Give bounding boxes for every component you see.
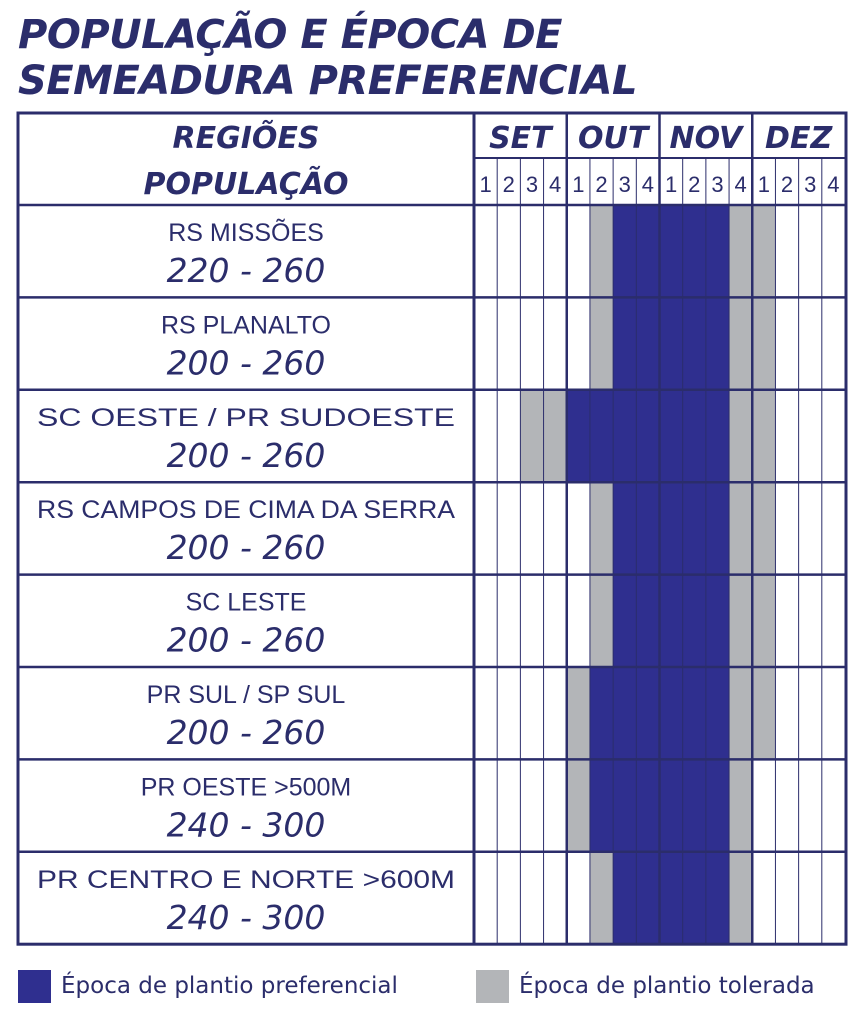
preferred-cell <box>636 482 659 574</box>
legend-swatch-preferred <box>18 970 51 1003</box>
preferred-cell <box>660 759 683 851</box>
tolerated-cell <box>567 667 590 759</box>
region-name: SC LESTE <box>185 588 307 617</box>
preferred-cell <box>660 390 683 482</box>
week-label: 3 <box>711 172 724 197</box>
population-range: 200 - 260 <box>166 343 326 383</box>
preferred-cell <box>683 852 706 944</box>
week-label: 2 <box>595 172 608 197</box>
tolerated-cell <box>590 482 613 574</box>
week-label: 3 <box>525 172 539 197</box>
week-label: 3 <box>618 172 631 197</box>
tolerated-cell <box>590 852 613 944</box>
preferred-cell <box>706 390 729 482</box>
month-label: DEZ <box>765 121 833 156</box>
tolerated-cell <box>752 575 775 667</box>
preferred-cell <box>706 205 729 297</box>
population-range: 220 - 260 <box>166 251 326 290</box>
tolerated-cell <box>752 482 775 574</box>
region-name: PR OESTE >500M <box>140 773 352 802</box>
population-range: 200 - 260 <box>166 713 326 752</box>
legend-item-tolerated <box>476 968 815 1004</box>
tolerated-cell <box>729 482 752 574</box>
population-range: 240 - 300 <box>166 897 326 937</box>
week-label: 4 <box>734 172 747 197</box>
preferred-cell <box>590 390 613 482</box>
preferred-cell <box>660 575 683 667</box>
tolerated-cell <box>752 297 775 389</box>
tolerated-cell <box>567 759 590 851</box>
preferred-cell <box>683 575 706 667</box>
week-label: 2 <box>502 172 515 197</box>
week-label: 4 <box>641 172 655 197</box>
population-range: 200 - 260 <box>166 528 326 568</box>
tolerated-cell <box>729 297 752 389</box>
month-label: OUT <box>577 121 649 156</box>
preferred-cell <box>660 852 683 944</box>
region-name: RS MISSÕES <box>168 219 324 247</box>
header-regions-label: REGIÕES <box>172 121 320 156</box>
preferred-cell <box>590 667 613 759</box>
preferred-cell <box>683 205 706 297</box>
header-population-label: POPULAÇÃO <box>143 167 349 202</box>
legend-label-preferred: Época de plantio preferencial <box>61 973 398 999</box>
preferred-cell <box>613 482 636 574</box>
chart-title-line-1: POPULAÇÃO E ÉPOCA DE <box>18 12 563 58</box>
region-name: SC OESTE / PR SUDOESTE <box>37 403 455 432</box>
legend-item-preferred <box>18 968 398 1004</box>
tolerated-cell <box>520 390 543 482</box>
preferred-cell <box>636 852 659 944</box>
preferred-cell <box>613 297 636 389</box>
population-range: 200 - 260 <box>166 620 326 660</box>
preferred-cell <box>613 390 636 482</box>
preferred-cell <box>613 575 636 667</box>
preferred-cell <box>636 390 659 482</box>
tolerated-cell <box>590 297 613 389</box>
legend-label-tolerated: Época de plantio tolerada <box>519 973 815 999</box>
week-label: 4 <box>549 172 562 197</box>
region-name: PR SUL / SP SUL <box>146 681 346 709</box>
preferred-cell <box>613 205 636 297</box>
preferred-cell <box>660 667 683 759</box>
preferred-cell <box>706 852 729 944</box>
week-label: 4 <box>827 172 840 197</box>
preferred-cell <box>660 482 683 574</box>
preferred-cell <box>613 852 636 944</box>
preferred-cell <box>706 667 729 759</box>
month-label: NOV <box>669 121 743 156</box>
preferred-cell <box>636 205 659 297</box>
week-label: 1 <box>757 172 770 197</box>
preferred-cell <box>567 390 590 482</box>
tolerated-cell <box>729 759 752 851</box>
tolerated-cell <box>729 390 752 482</box>
week-label: 1 <box>572 172 585 197</box>
tolerated-cell <box>752 205 775 297</box>
week-label: 2 <box>688 172 701 197</box>
week-label: 1 <box>479 172 492 197</box>
chart-title-line-2: SEMEADURA PREFERENCIAL <box>18 58 637 104</box>
week-label: 3 <box>804 172 817 197</box>
region-name: RS CAMPOS DE CIMA DA SERRA <box>37 496 456 525</box>
preferred-cell <box>683 759 706 851</box>
preferred-cell <box>636 297 659 389</box>
preferred-cell <box>683 297 706 389</box>
tolerated-cell <box>729 575 752 667</box>
tolerated-cell <box>590 205 613 297</box>
preferred-cell <box>683 667 706 759</box>
tolerated-cell <box>729 205 752 297</box>
tolerated-cell <box>752 667 775 759</box>
legend-swatch-tolerated <box>476 970 509 1003</box>
preferred-cell <box>636 575 659 667</box>
preferred-cell <box>660 297 683 389</box>
week-label: 1 <box>664 172 678 197</box>
tolerated-cell <box>729 667 752 759</box>
tolerated-cell <box>544 390 567 482</box>
preferred-cell <box>683 390 706 482</box>
preferred-cell <box>636 759 659 851</box>
week-label: 2 <box>780 172 794 197</box>
tolerated-cell <box>752 390 775 482</box>
preferred-cell <box>706 482 729 574</box>
preferred-cell <box>706 297 729 389</box>
population-range: 200 - 260 <box>166 435 326 475</box>
preferred-cell <box>636 667 659 759</box>
preferred-cell <box>590 759 613 851</box>
preferred-cell <box>706 575 729 667</box>
preferred-cell <box>613 667 636 759</box>
month-label: SET <box>489 121 552 156</box>
tolerated-cell <box>590 575 613 667</box>
population-range: 240 - 300 <box>166 805 326 845</box>
region-name: PR CENTRO E NORTE >600M <box>37 865 455 894</box>
preferred-cell <box>683 482 706 574</box>
legend <box>18 968 848 1004</box>
region-name: RS PLANALTO <box>161 311 331 340</box>
tolerated-cell <box>729 852 752 944</box>
preferred-cell <box>660 205 683 297</box>
preferred-cell <box>613 759 636 851</box>
preferred-cell <box>706 759 729 851</box>
